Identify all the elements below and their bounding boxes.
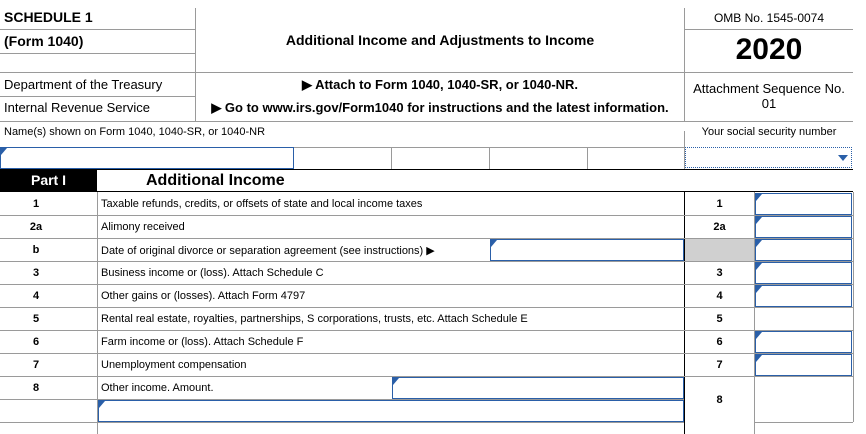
line-description: Farm income or (loss). Attach Schedule F (101, 336, 304, 348)
part-title: Additional Income (146, 172, 285, 189)
attach-instruction: ▶ Attach to Form 1040, 1040-SR, or 1040-NR. (301, 77, 579, 92)
line-7-amount-input[interactable] (755, 354, 852, 376)
tax-year: 2020 (735, 33, 803, 66)
line-number: b (32, 244, 40, 256)
line-description: Taxable refunds, credits, or offsets of state and local income taxes (101, 198, 423, 210)
omb-number: OMB No. 1545-0074 (713, 11, 825, 25)
line-4-amount-input[interactable] (755, 285, 852, 307)
line-2a-amount-input[interactable] (755, 216, 852, 238)
line-number: 4 (32, 290, 40, 302)
line-description: Other income. Amount. (101, 382, 214, 394)
line-6-amount-input[interactable] (755, 331, 852, 353)
line-box-label: 6 (716, 336, 723, 348)
divorce-date-input[interactable] (490, 239, 684, 261)
form-title: Additional Income and Adjustments to Income (285, 32, 595, 48)
ssn-label: Your social security number (701, 126, 837, 138)
line-description: Date of original divorce or separation agreement (see instructions) ▶ (101, 245, 435, 257)
ssn-input[interactable] (685, 147, 852, 168)
line-box-label: 5 (716, 313, 723, 325)
name-label: Name(s) shown on Form 1040, 1040-SR, or 1040-NR (4, 126, 266, 138)
form-label: (Form 1040) (4, 33, 84, 49)
line-5-amount-input[interactable] (755, 308, 852, 330)
shaded-cell (685, 239, 754, 261)
line-description: Rental real estate, royalties, partnerships, S corporations, trusts, etc. Attach Schedule E (101, 313, 528, 325)
line-description: Business income or (loss). Attach Schedule C (101, 267, 324, 279)
line-number: 1 (32, 198, 40, 210)
line-number: 8 (32, 382, 40, 394)
name-input[interactable] (0, 147, 294, 169)
line-description: Alimony received (101, 221, 185, 233)
line-number: 2a (29, 221, 43, 233)
part-label: Part I (30, 172, 66, 188)
goto-instruction: ▶ Go to www.irs.gov/Form1040 for instructions and the latest information. (211, 100, 669, 115)
line-box-label: 2a (713, 221, 726, 233)
irs-label: Internal Revenue Service (4, 100, 150, 115)
part-label-box (0, 170, 97, 191)
line-1-amount-input[interactable] (755, 193, 852, 215)
attachment-seq-label: Attachment Sequence No. (693, 81, 845, 96)
department-label: Department of the Treasury (4, 77, 163, 92)
line-box-label: 8 (716, 394, 723, 406)
chevron-down-icon[interactable] (838, 155, 848, 161)
line-8-amount-input[interactable] (755, 377, 852, 422)
other-income-type-input[interactable] (98, 400, 684, 422)
line-number: 5 (32, 313, 40, 325)
line-number: 7 (32, 359, 40, 371)
line-2b-amount-input[interactable] (755, 239, 852, 261)
other-income-amount-input[interactable] (392, 377, 684, 399)
line-box-label: 1 (716, 198, 723, 210)
line-number: 3 (32, 267, 40, 279)
line-box-label: 4 (716, 290, 723, 302)
line-box-label: 3 (716, 267, 723, 279)
schedule-label: SCHEDULE 1 (4, 9, 93, 25)
attachment-seq-number: 01 (761, 96, 777, 111)
line-box-label: 7 (716, 359, 723, 371)
line-number: 6 (32, 336, 40, 348)
line-description: Other gains or (losses). Attach Form 4797 (101, 290, 306, 302)
line-3-amount-input[interactable] (755, 262, 852, 284)
line-description: Unemployment compensation (101, 359, 247, 371)
